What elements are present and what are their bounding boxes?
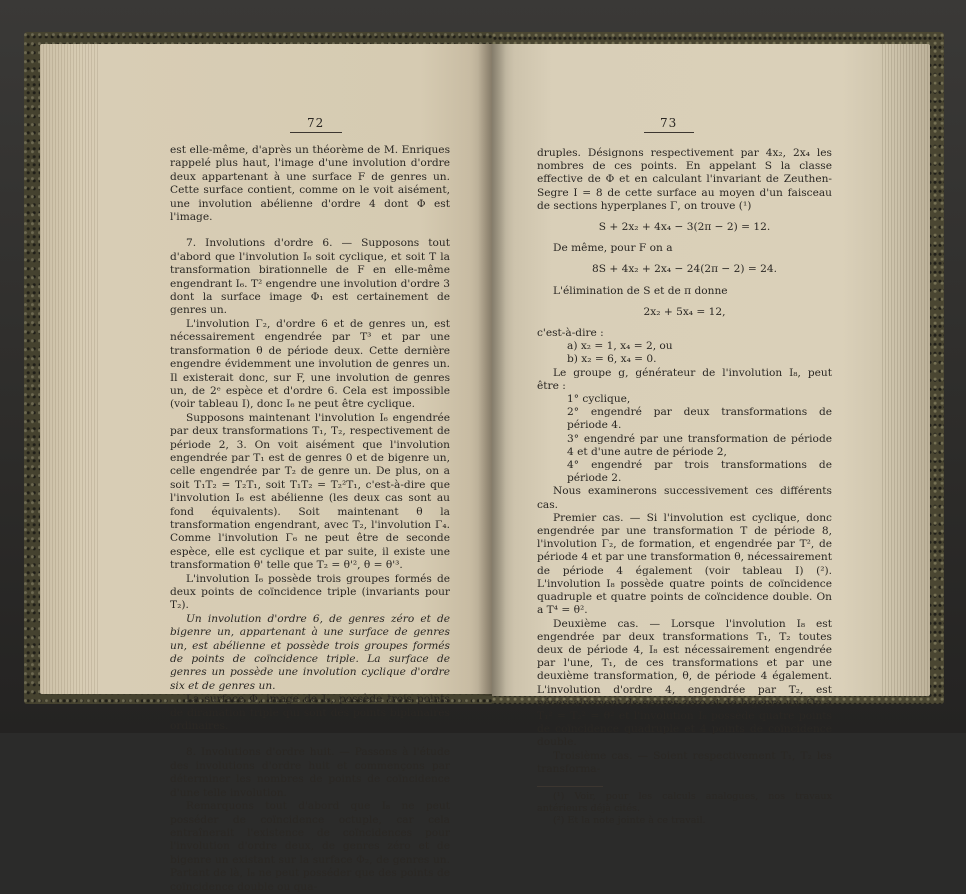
page-number: 72 <box>307 116 325 130</box>
footnote-rule <box>537 786 603 787</box>
footnote: (²) Et la note jointe à ce travail. <box>553 814 706 826</box>
page-number: 73 <box>660 116 678 130</box>
case-a: a) x₂ = 1, x₄ = 2, ou <box>567 340 673 353</box>
footnote: (¹) Voir, pour les calculs analogues, nos travaux antérieurs déjà cités. <box>537 790 832 814</box>
paragraph: La surface Φ, image de I₆, possède trois points de diramation triple qui sont des points biplanaires ordinaires. <box>170 693 450 733</box>
equation: 8S + 4x₂ + 2x₄ − 24(2π − 2) = 24. <box>591 263 777 276</box>
section-7-paragraph: 7. Involutions d'ordre 6. — Supposons tout d'abord que l'involution I₆ soit cyclique, et soit T la transformation birationnelle de F en elle-même engendrant I₆. T² engendre une involution d'ordre 3 dont la surface image Φ₁ est certainement de genres un. <box>170 237 450 317</box>
paragraph: Remarquons tout d'abord que I₈ ne peut posséder de coïncidence octuple, car cela entraînerait l'existence de coïncidences pour l'involution d'ordre deux, de genres zéro et de bigenre un existant sur la surface Φ₂, de genres un. Partant de là, I₈ ne peut posséder que des points de coïncidence double ou qua- <box>170 800 450 893</box>
paragraph: druples. Désignons respectivement par 4x₂, 2x₄ les nombres de ces points. En appelant S la classe effective de Φ et en calculant l'invariant de Zeuthen-Segre I = 8 de cette surface au moyen d'un faisceau de sections hyperplanes Γ, on trouve (¹) <box>537 147 832 212</box>
list-item: 3° engendré par une transformation de période 4 et d'une autre de période 2, <box>567 432 832 458</box>
paragraph-premier-cas: Premier cas. — Si l'involution est cyclique, donc engendrée par une transformation T de période 8, l'involution Γ₂, de formation, et engendrée par T², de période 4 et par une transformation θ, nécessairement de période 4 également (voir tableau I) (²). L'involution I₈ possède quatre points de coïncidence quadruple et quatre points de coïncidence double. On a T⁴ = θ². <box>537 511 832 617</box>
paragraph: L'involution Γ₂, d'ordre 6 et de genres un, est nécessairement engendrée par T³ et par une transformation θ de période deux. Cette dernière engendre évidemment une involution de genres un. Il existerait donc, sur F, une involution de genres un, de 2ᵉ espèce et d'ordre 6. Cela est impossible (voir tableau I), donc I₆ ne peut être cyclique. <box>170 317 450 411</box>
case-b: b) x₂ = 6, x₄ = 0. <box>567 353 657 366</box>
paragraph: Supposons maintenant l'involution I₆ engendrée par deux transformations T₁, T₂, respectivement de période 2, 3. On voit aisément que l'involution engendrée par T₁ est de genres 0 et de bigenre un, celle engendrée par T₂ de genre un. De plus, on a soit T₁T₂ = T₂T₁, soit T₁T₂ = T₂²T₁, c'est-à-dire que l'involution I₆ est abélienne (les deux cas sont au fond équivalents). Soit maintenant θ la transformation engendrant, avec T₂, l'involution Γ₄. Comme l'involution Γ₆ ne peut être de seconde espèce, elle est cyclique et par suite, il existe une transformation θ' telle que T₂ = θ'², θ = θ'³. <box>170 411 450 572</box>
page-number-rule <box>644 132 694 133</box>
theorem-statement: Un involution d'ordre 6, de genres zéro et de bigenre un, appartenant à une surface de genres un, est abélienne et possède trois groupes formés de points de coïncidence triple. La surface de genres un possède une involution cyclique d'ordre six et de genres un. <box>170 612 450 692</box>
list-item: 2° engendré par deux transformations de période 4. <box>567 406 832 432</box>
paragraph: Nous examinerons successivement ces différents cas. <box>537 485 832 511</box>
paragraph: De même, pour F on a <box>553 242 673 255</box>
paragraph: L'involution I₆ possède trois groupes formés de deux points de coïncidence triple (invariants pour T₂). <box>170 572 450 612</box>
paragraph-deuxieme-cas: Deuxième cas. — Lorsque l'involution I₈ est engendrée par deux transformations T₁, T₂ toutes deux de période 4, I₈ est nécessairement engendrée par l'une, T₁, de ces transformations et par une deuxième transformation, θ, de période 4 également. L'involution d'ordre 4, engendrée par T₂, est nécessairement de genres zéro et de bigenre un. On a T₁² = T₂² = θ² et l'involution I₈ possède quatre points de coïncidence quadruple et 4 points de coïncidence double. <box>537 617 832 749</box>
paragraph: est elle-même, d'après un théorème de M. Enriques rappelé plus haut, l'image d'une involution d'ordre deux appartenant à une surface F de genres un. Cette surface contient, comme on le voit aisément, une involution abélienne d'ordre 4 dont Φ est l'image. <box>170 144 450 224</box>
right-page-text <box>537 147 832 827</box>
paragraph-troisieme-cas: Troisième cas. — Soient respectivement T₁, T₂ les transforma- <box>537 749 832 775</box>
equation: S + 2x₂ + 4x₄ − 3(2π − 2) = 12. <box>598 221 771 234</box>
equation: 2x₂ + 5x₄ = 12, <box>643 305 726 318</box>
paragraph: L'élimination de S et de π donne <box>553 284 728 297</box>
list-item: 4° engendré par trois transformations de période 2. <box>567 459 832 485</box>
list-item: 1° cyclique, <box>567 393 631 406</box>
section-8-paragraph: 8. Involutions d'ordre huit. — Passons à l'étude des involutions d'ordre huit et commençons par déterminer les nombres de points de coïncidence d'une telle involution. <box>170 746 450 799</box>
paragraph: c'est-à-dire : <box>537 327 604 340</box>
paragraph: Le groupe g, générateur de l'involution I₈, peut être : <box>537 366 832 392</box>
